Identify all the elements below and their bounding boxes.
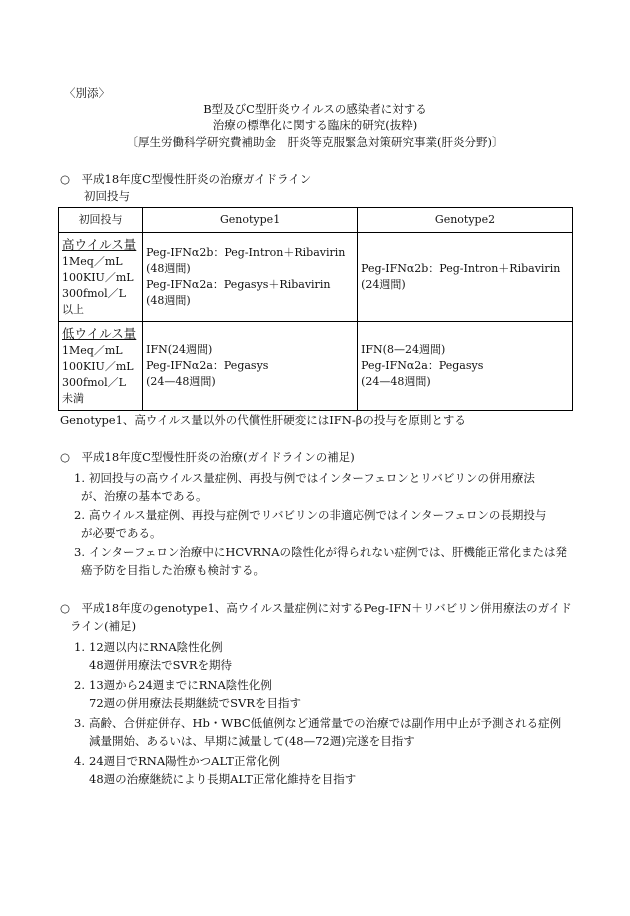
section2-item-2-line2: が必要である。 [81,526,162,540]
regimen-duration: (48週間) [146,293,191,307]
section1-note: Genotype1、高ウイルス量以外の代償性肝硬変にはIFN-βの投与を原則とする [60,413,466,427]
section2-item-1-line2: が、治療の基本である。 [81,489,208,503]
regimen-line: Peg-IFNα2a：Pegasys [146,358,269,372]
section3-item-4-line2: 48週の治療継続により長期ALT正常化維持を目指す [89,772,357,786]
section3-item-1-line2: 48週併用療法でSVRを期待 [89,658,232,672]
low-genotype2-cell [358,321,573,410]
high-threshold-qualifier: 以上 [62,302,84,316]
title-line-2: 治療の標準化に関する臨床的研究(抜粋) [212,118,418,132]
section2-item-3-num: 3. [74,545,85,559]
high-genotype2-cell [358,233,573,322]
high-viral-load-title: 高ウイルス量 [62,237,137,252]
section3-item-4-num: 4. [74,754,85,768]
section2-item-2-line1: 高ウイルス量症例、再投与症例でリバビリンの非適応例ではインターフェロンの長期投与 [89,508,547,522]
section3-heading-line2: ライン(補足) [70,619,137,633]
section2-heading: ○ 平成18年度C型慢性肝炎の治療(ガイドラインの補足) [60,450,355,464]
table-row-low-viral-load [59,321,573,410]
section3-item-1-num: 1. [74,640,85,654]
regimen-duration: (24—48週間) [361,374,431,388]
row-label-low [59,321,143,410]
regimen-duration: (48週間) [146,262,191,275]
low-threshold-qualifier: 未満 [62,391,84,405]
low-threshold-1: 1Meq／mL [62,344,123,357]
section3-heading-line1: ○ 平成18年度のgenotype1、高ウイルス量症例に対するPeg-IFN＋リバビリン併用療法のガイド [60,601,572,615]
section3-item-3-line1: 高齢、合併症併存、Hb・WBC低値例など通常量での治療では副作用中止が予測される症例 [89,716,562,730]
regimen-line: Peg-IFNα2a：Pegasys [361,358,484,372]
section3-item-2-line1: 13週から24週までにRNA陰性化例 [89,678,272,692]
row-label-high [59,233,143,322]
section3-item-4-line1: 24週目でRNA陽性かつALT正常化例 [89,754,280,768]
regimen-line: IFN(24週間) [146,342,213,356]
regimen-duration: (24週間) [361,277,406,291]
regimen-line: Peg-IFNα2b：Peg-Intron＋Ribavirin [361,262,561,275]
header-initial-treatment: 初回投与 [59,208,143,233]
table-row-high-viral-load [59,233,573,322]
low-threshold-3: 300fmol／L [62,375,126,389]
high-genotype1-cell [143,233,358,322]
table-header-row [59,208,573,233]
attachment-label: 〈別添〉 [64,86,110,100]
section3-item-2-line2: 72週の併用療法長期継続でSVRを目指す [89,696,301,710]
section3-item-3-num: 3. [74,716,85,730]
section3-item-2-num: 2. [74,678,85,692]
section2-item-1-line1: 初回投与の高ウイルス量症例、再投与例ではインターフェロンとリバビリンの併用療法 [89,471,535,485]
section3-item-3-line2: 減量開始、あるいは、早期に減量して(48—72週)完遂を目指す [89,734,415,748]
treatment-guideline-table [58,207,573,411]
high-threshold-1: 1Meq／mL [62,255,123,269]
section3-item-1-line1: 12週以内にRNA陰性化例 [89,640,223,654]
high-threshold-2: 100KIU／mL [62,271,134,285]
regimen-line: IFN(8—24週間) [361,342,446,356]
section2-item-3-line2: 癌予防を目指した治療も検討する。 [81,563,265,577]
high-threshold-3: 300fmol／L [62,287,126,300]
regimen-line: Peg-IFNα2a：Pegasys＋Ribavirin [146,277,331,291]
header-genotype2: Genotype2 [358,208,573,233]
section2-item-1-num: 1. [74,471,85,485]
low-viral-load-title: 低ウイルス量 [62,325,137,341]
low-threshold-2: 100KIU／mL [62,359,134,373]
section1-heading: ○ 平成18年度C型慢性肝炎の治療ガイドライン [60,172,312,186]
title-line-1: B型及びC型肝炎ウイルスの感染者に対する [203,102,427,116]
regimen-line: Peg-IFNα2b：Peg-Intron＋Ribavirin [146,246,346,260]
section2-item-2-num: 2. [74,508,85,522]
low-genotype1-cell [143,321,358,410]
title-line-3: 〔厚生労働科学研究費補助金 肝炎等克服緊急対策研究事業(肝炎分野)〕 [126,135,504,149]
header-genotype1: Genotype1 [143,208,358,233]
section1-subheading: 初回投与 [84,189,130,203]
section2-item-3-line1: インターフェロン治療中にHCVRNAの陰性化が得られない症例では、肝機能正常化または発 [89,545,568,559]
regimen-duration: (24—48週間) [146,374,216,388]
